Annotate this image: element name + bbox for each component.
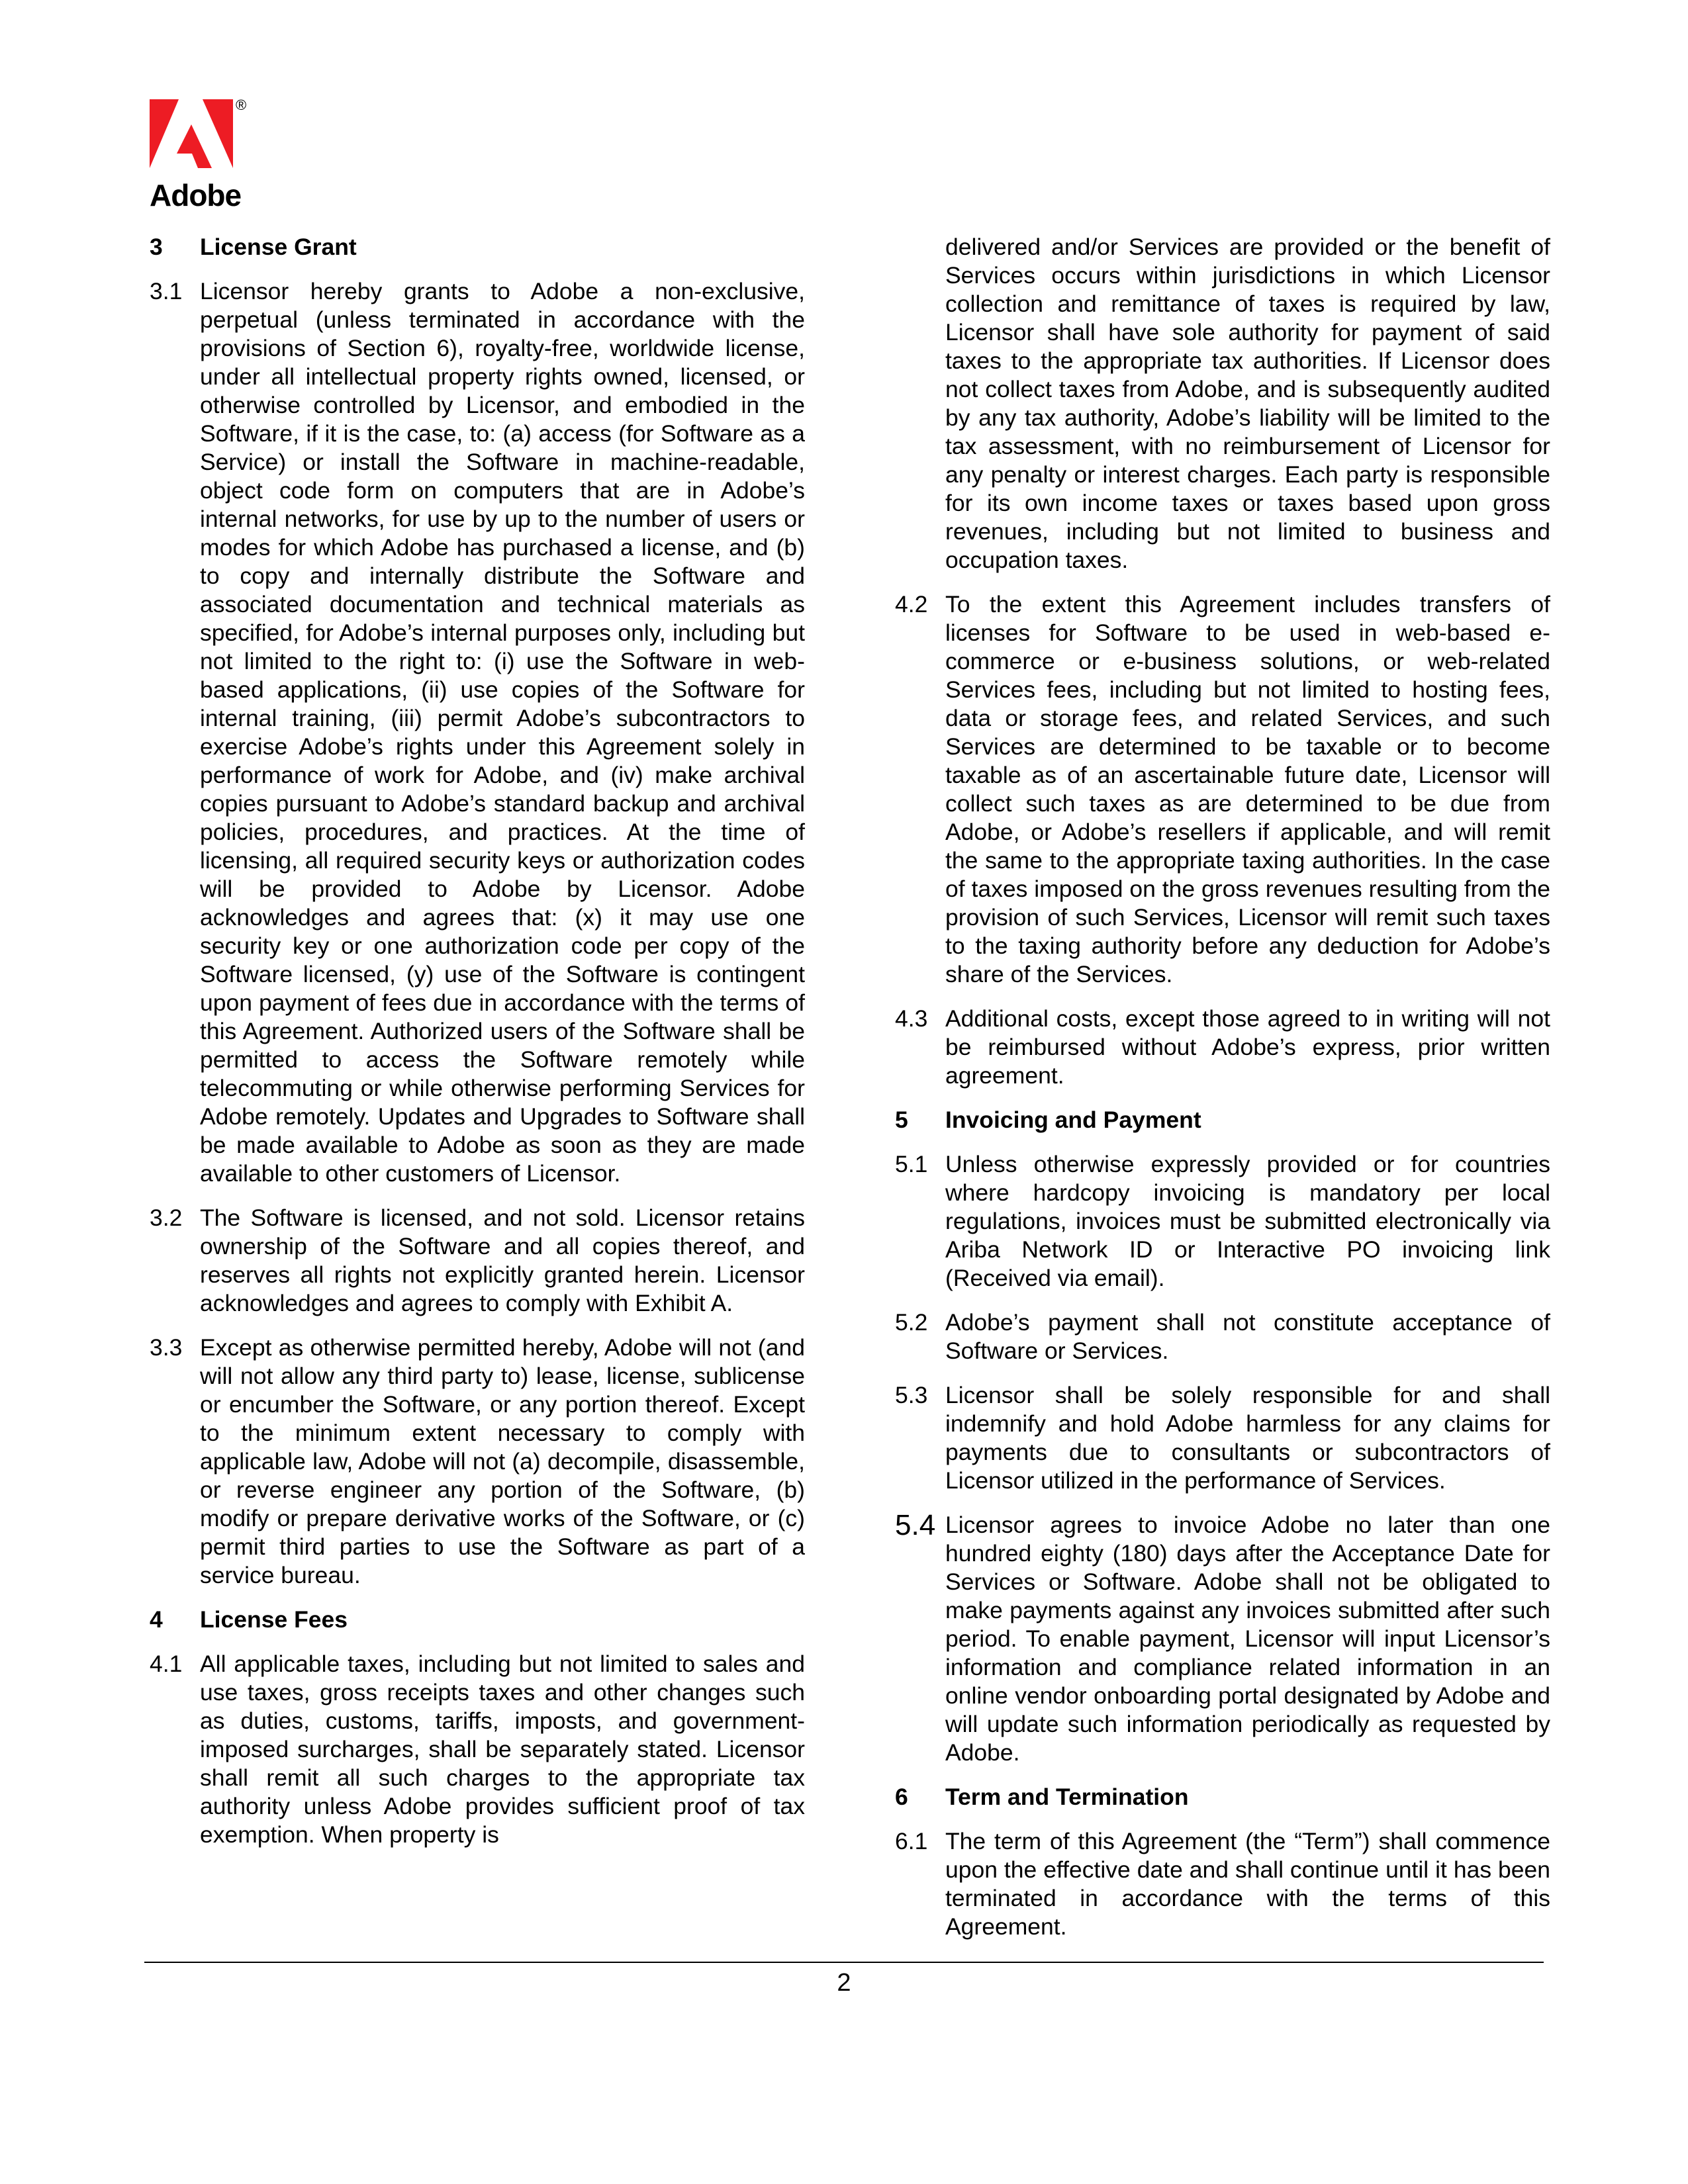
clause-number: 5.3 <box>895 1382 928 1408</box>
clause-text: Licensor hereby grants to Adobe a non-exclusive, perpetual (unless terminated in accordance with the provisions of Section 6), royalty-free, worldwide license, under all intellectual property rights owned, licensed, or otherwise controlled by Licensor, and embodied in the Software, if it is the case, to: (a) access (for Software as a Service) or install the Software in machine-readable, object code form on computers that are in Adobe’s internal networks, for use by up to the number of users or modes for which Adobe has purchased a license, and (b) to copy and internally distribute the Software and associated documentation and technical materials as specified, for Adobe’s internal purposes only, including but not limited to the right to: (i) use the Software in web-based applications, (ii) use copies of the Software for internal training, (iii) permit Adobe’s subcontractors to exercise Adobe’s rights under this Agreement solely in performance of work for Adobe, and (iv) make archival copies pursuant to Adobe’s standard backup and archival policies, procedures, and practices. At the time of licensing, all required security keys or authorization codes will be provided to Adobe by Licensor. Adobe acknowledges and agrees that: (x) it may use one security key or one authorization code per copy of the Software licensed, (y) use of the Software is contingent upon payment of fees due in accordance with the terms of this Agreement. Authorized users of the Software shall be permitted to access the Software remotely while telecommuting or while otherwise performing Services for Adobe remotely. Updates and Upgrades to Software shall be made available to Adobe as soon as they are made available to other customers of Licensor. <box>200 278 805 1187</box>
section-number: 3 <box>150 234 163 260</box>
clause-5-1 <box>895 1150 1550 1293</box>
clause-number: 6.1 <box>895 1828 928 1854</box>
section-number: 4 <box>150 1606 163 1633</box>
clause-number: 4.3 <box>895 1005 928 1032</box>
clause-text: delivered and/or Services are provided or the benefit of Services occurs within jurisdictions in which Licensor collection and remittance of taxes is required by law, Licensor shall have sole authority for payment of said taxes to the appropriate tax authorities. If Licensor does not collect taxes from Adobe, and is subsequently audited by any tax authority, Adobe’s liability will be limited to the tax assessment, with no reimbursement of Licensor for any penalty or interest charges. Each party is responsible for its own income taxes or taxes based upon gross revenues, including but not limited to business and occupation taxes. <box>945 234 1550 573</box>
clause-number: 4.1 <box>150 1651 183 1677</box>
clause-4-1 <box>150 1650 805 1849</box>
clause-3-2 <box>150 1204 805 1318</box>
clause-text: Adobe’s payment shall not constitute acceptance of Software or Services. <box>945 1309 1550 1364</box>
registered-mark: ® <box>236 97 247 113</box>
clause-text: Additional costs, except those agreed to in writing will not be reimbursed without Adobe’s express, prior written agreement. <box>945 1005 1550 1089</box>
clause-number: 3.3 <box>150 1334 183 1361</box>
clause-5-4 <box>895 1511 1550 1767</box>
clause-3-3 <box>150 1334 805 1590</box>
clause-number: 3.2 <box>150 1205 183 1231</box>
footer-rule <box>144 1962 1544 1963</box>
clause-text: All applicable taxes, including but not limited to sales and use taxes, gross receipts taxes and other changes such as duties, customs, tariffs, imposts, and government-imposed surcharges, shall be separately stated. Licensor shall remit all such charges to the appropriate tax authority unless Adobe provides sufficient proof of tax exemption. When property is <box>200 1651 805 1848</box>
left-column <box>150 233 805 1865</box>
page-number: 2 <box>837 1969 851 1997</box>
clause-number: 4.2 <box>895 591 928 617</box>
section-title: Term and Termination <box>945 1784 1189 1810</box>
section-heading-5 <box>895 1106 1550 1134</box>
section-number: 6 <box>895 1784 908 1810</box>
clause-text: The Software is licensed, and not sold. Licensor retains ownership of the Software and all copies thereof, and reserves all rights not explicitly granted herein. Licensor acknowledges and agrees to comply with Exhibit A. <box>200 1205 805 1316</box>
clause-3-1 <box>150 277 805 1188</box>
clause-4-2 <box>895 590 1550 989</box>
clause-text: Licensor shall be solely responsible for and shall indemnify and hold Adobe harmless for any claims for payments due to consultants or subcontractors of Licensor utilized in the performance of Services. <box>945 1382 1550 1494</box>
section-title: License Grant <box>200 234 357 260</box>
clause-6-1 <box>895 1827 1550 1941</box>
logo-wordmark: Adobe <box>150 178 242 212</box>
clause-number: 5.2 <box>895 1309 928 1336</box>
right-column <box>895 233 1550 1957</box>
section-title: License Fees <box>200 1606 348 1633</box>
clause-4-3 <box>895 1005 1550 1090</box>
clause-text: To the extent this Agreement includes transfers of licenses for Software to be used in web-based e-commerce or e-business solutions, or web-related Services fees, including but not limited to hosting fees, data or storage fees, and related Services, and such Services are determined to be taxable or to become taxable as of an ascertainable future date, Licensor will collect such taxes as are determined to be due from Adobe, or Adobe’s resellers if applicable, and will remit the same to the appropriate taxing authorities. In the case of taxes imposed on the gross revenues resulting from the provision of such Services, Licensor will remit such taxes to the taxing authority before any deduction for Adobe’s share of the Services. <box>945 591 1550 987</box>
clause-number: 3.1 <box>150 278 183 304</box>
clause-5-3 <box>895 1381 1550 1495</box>
section-heading-4 <box>150 1606 805 1634</box>
clause-4-1-continued <box>895 233 1550 574</box>
adobe-logo <box>150 99 249 212</box>
clause-text: Unless otherwise expressly provided or for countries where hardcopy invoicing is mandatory per local regulations, invoices must be submitted electronically via Ariba Network ID or Interactive PO invoicing link (Received via email). <box>945 1151 1550 1291</box>
section-heading-3 <box>150 233 805 261</box>
clause-number: 5.1 <box>895 1151 928 1177</box>
clause-text: Except as otherwise permitted hereby, Adobe will not (and will not allow any third party to) lease, license, sublicense or encumber the Software, or any portion thereof. Except to the minimum extent necessary to comply with applicable law, Adobe will not (a) decompile, disassemble, or reverse engineer any portion of the Software, (b) modify or prepare derivative works of the Software, or (c) permit third parties to use the Software as part of a service bureau. <box>200 1334 805 1588</box>
clause-number: 5.4 <box>895 1509 936 1541</box>
clause-text: The term of this Agreement (the “Term”) shall commence upon the effective date and shall continue until it has been terminated in accordance with the terms of this Agreement. <box>945 1828 1550 1940</box>
section-number: 5 <box>895 1107 908 1133</box>
section-title: Invoicing and Payment <box>945 1107 1201 1133</box>
clause-text: Licensor agrees to invoice Adobe no later than one hundred eighty (180) days after the Acceptance Date for Services or Software. Adobe shall not be obligated to make payments against any invoices submitted after such period. To enable payment, Licensor will input Licensor’s information and compliance related information in an online vendor onboarding portal designated by Adobe and will update such information periodically as requested by Adobe. <box>945 1512 1550 1766</box>
clause-5-2 <box>895 1308 1550 1365</box>
section-heading-6 <box>895 1783 1550 1811</box>
adobe-logo-icon <box>150 99 233 168</box>
